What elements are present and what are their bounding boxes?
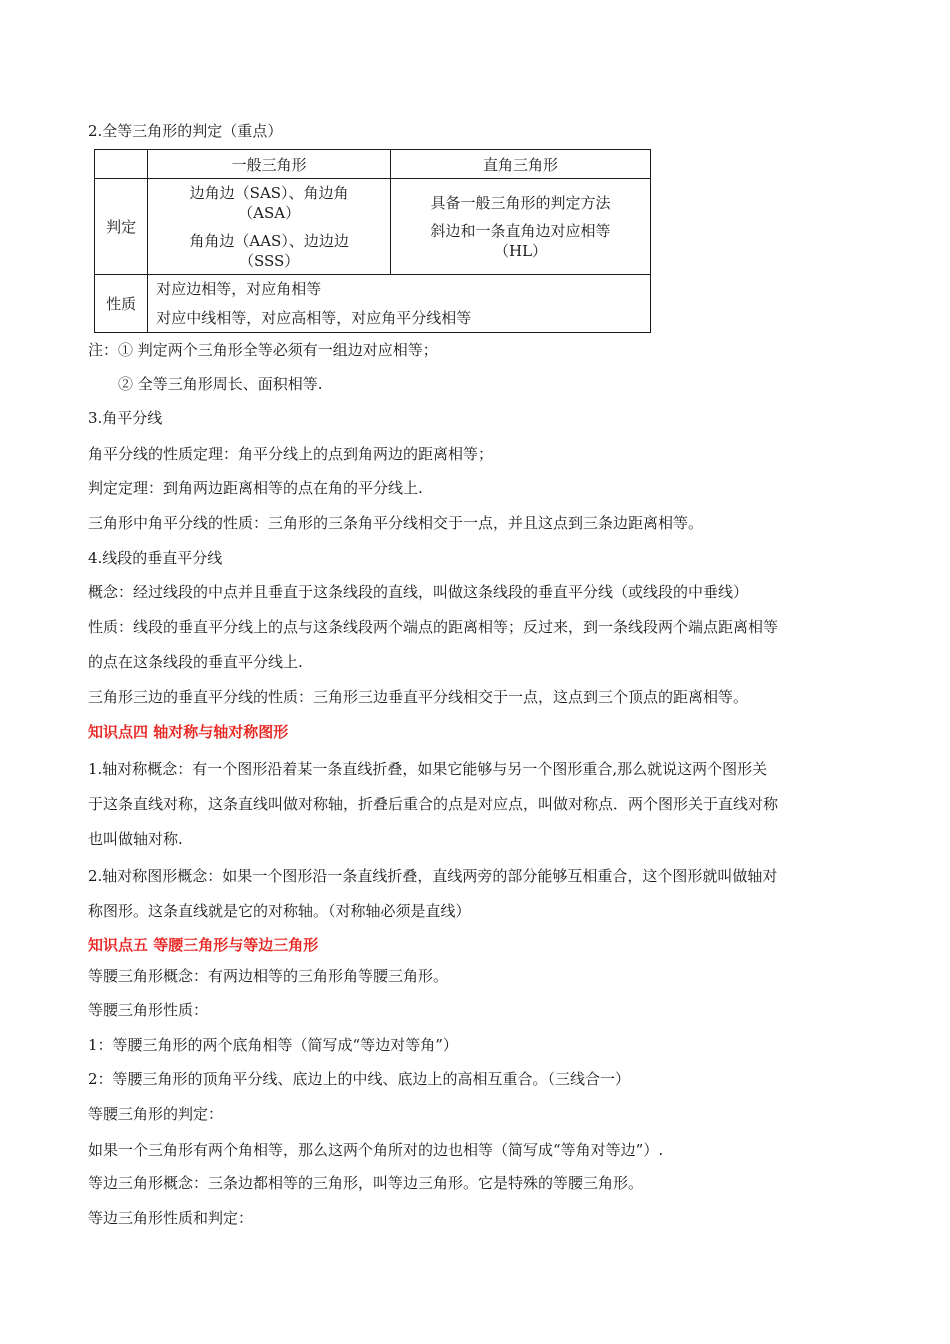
table-header-empty xyxy=(95,150,148,179)
kp4-line: 2.轴对称图形概念：如果一个图形沿一条直线折叠，直线两旁的部分能够互相重合，这个图形就叫做轴对 xyxy=(88,867,778,885)
section3-line: 三角形中角平分线的性质：三角形的三条角平分线相交于一点，并且这点到三条边距离相等。 xyxy=(88,514,704,532)
general-judge-line: 边角边（SAS）、角边角 xyxy=(189,183,349,202)
kp5-line: 1：等腰三角形的两个底角相等（简写成“等边对等角”） xyxy=(88,1036,458,1054)
section3-line: 判定定理：到角两边距离相等的点在角的平分线上. xyxy=(88,479,423,497)
property-label: 性质 xyxy=(95,275,148,333)
property-cell xyxy=(148,275,651,333)
general-judge-line: （ASA） xyxy=(238,203,301,222)
kp4-line: 1.轴对称概念：有一个图形沿着某一条直线折叠，如果它能够与另一个图形重合,那么就说这两个图形关 xyxy=(88,760,768,778)
right-judge-line: （HL） xyxy=(494,241,548,260)
section4-line: 三角形三边的垂直平分线的性质：三角形三边垂直平分线相交于一点，这点到三个顶点的距离相等。 xyxy=(88,688,749,706)
kp5-line: 等腰三角形性质： xyxy=(88,1001,209,1019)
section4-title: 4.线段的垂直平分线 xyxy=(88,549,223,567)
right-judge-cell xyxy=(391,179,651,275)
right-judge-line: 具备一般三角形的判定方法 xyxy=(430,193,611,212)
general-judge-cell xyxy=(148,179,391,275)
kp4-line: 于这条直线对称，这条直线叫做对称轴，折叠后重合的点是对应点，叫做对称点．两个图形关于直线对称 xyxy=(88,795,779,813)
kp4-line: 称图形。这条直线就是它的对称轴。（对称轴必须是直线） xyxy=(88,902,471,920)
section3-title: 3.角平分线 xyxy=(88,409,163,427)
property-line: 对应边相等，对应角相等 xyxy=(156,280,322,298)
table-judge-row xyxy=(95,179,651,275)
kp5-line: 如果一个三角形有两个角相等，那么这两个角所对的边也相等（简写成“等角对等边”）. xyxy=(88,1141,664,1159)
note-line: ② 全等三角形周长、面积相等. xyxy=(118,375,323,393)
kp5-title: 知识点五 等腰三角形与等边三角形 xyxy=(88,936,319,954)
congruence-table xyxy=(94,149,651,333)
section3-line: 角平分线的性质定理：角平分线上的点到角两边的距离相等； xyxy=(88,445,494,463)
general-judge-line: 角角边（AAS）、边边边 xyxy=(189,231,349,250)
table-header-general: 一般三角形 xyxy=(148,150,391,179)
kp5-line: 2：等腰三角形的顶角平分线、底边上的中线、底边上的高相互重合。（三线合一） xyxy=(88,1070,631,1088)
section4-line: 性质：线段的垂直平分线上的点与这条线段两个端点的距离相等；反过来，到一条线段两个端点距离相等 xyxy=(88,618,779,636)
table-property-row xyxy=(95,275,651,333)
general-judge-line: （SSS） xyxy=(238,251,300,270)
kp5-line: 等腰三角形的判定： xyxy=(88,1105,224,1123)
judge-label: 判定 xyxy=(95,179,148,275)
section4-line: 的点在这条线段的垂直平分线上. xyxy=(88,653,303,671)
kp4-line: 也叫做轴对称. xyxy=(88,830,183,848)
table-header-right: 直角三角形 xyxy=(391,150,651,179)
right-judge-line: 斜边和一条直角边对应相等 xyxy=(430,221,611,240)
kp5-line: 等边三角形性质和判定： xyxy=(88,1209,254,1227)
section2-title: 2.全等三角形的判定（重点） xyxy=(88,122,283,140)
table-header-row xyxy=(95,150,651,179)
section4-line: 概念：经过线段的中点并且垂直于这条线段的直线，叫做这条线段的垂直平分线（或线段的中垂线） xyxy=(88,583,749,601)
kp5-line: 等腰三角形概念：有两边相等的三角形角等腰三角形。 xyxy=(88,967,449,985)
kp4-title: 知识点四 轴对称与轴对称图形 xyxy=(88,723,289,741)
property-line: 对应中线相等，对应高相等，对应角平分线相等 xyxy=(156,309,472,327)
note-line: 注：① 判定两个三角形全等必须有一组边对应相等； xyxy=(88,341,438,359)
kp5-line: 等边三角形概念：三条边都相等的三角形，叫等边三角形。它是特殊的等腰三角形。 xyxy=(88,1174,644,1192)
